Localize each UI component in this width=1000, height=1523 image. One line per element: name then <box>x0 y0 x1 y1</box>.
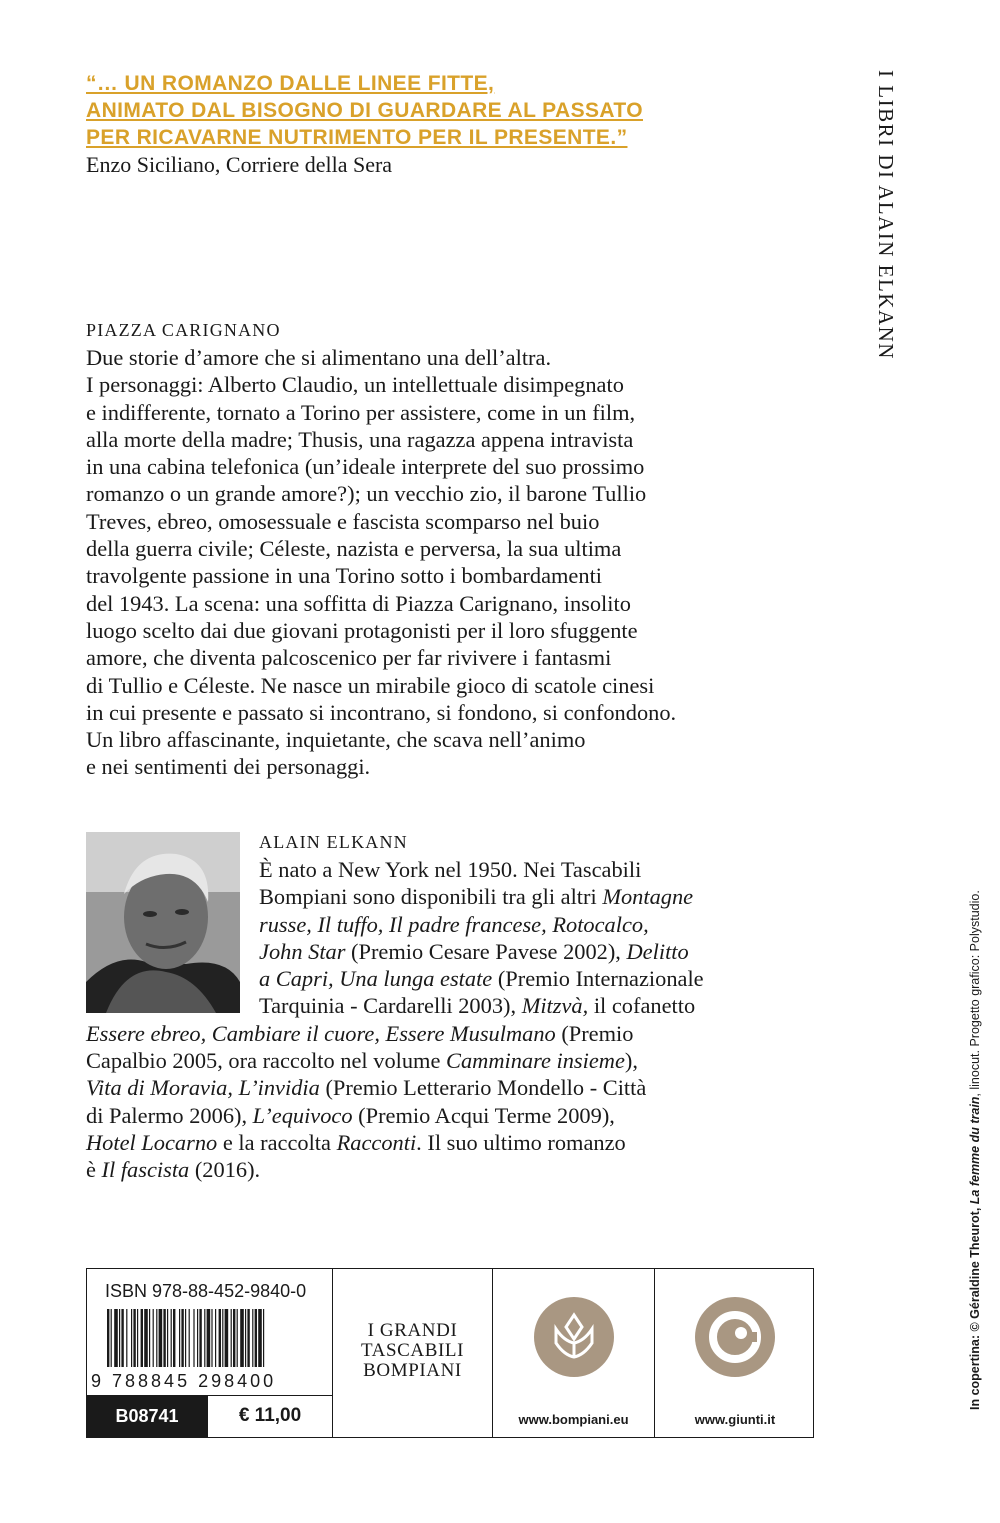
barcode-bar <box>114 1309 118 1367</box>
bio-text: (Premio Internazionale <box>492 966 704 992</box>
barcode-bar <box>111 1309 112 1367</box>
bio-title: Delitto <box>626 938 689 964</box>
book-title: PIAZZA CARIGNANO <box>86 320 281 340</box>
barcode-bar <box>107 1309 109 1367</box>
bio-title: Racconti <box>336 1129 417 1155</box>
synopsis-line: e indifferente, tornato a Torino per assistere, come in un film, <box>86 399 636 425</box>
bio-text: il cofanetto <box>588 993 696 1019</box>
bio-text: (Premio <box>555 1020 634 1046</box>
bio-text: . Il suo ultimo romanzo <box>416 1129 626 1155</box>
synopsis-line: travolgente passione in una Torino sotto i bombardamenti <box>86 563 603 589</box>
spiral-icon <box>695 1297 775 1377</box>
synopsis-line: di Tullio e Céleste. Ne nasce un mirabile gioco di scatole cinesi <box>86 672 655 698</box>
barcode-bar <box>237 1309 238 1367</box>
bio-title: russe, Il tuffo, Il padre francese, Rotocalco, <box>259 911 649 937</box>
barcode-icon <box>91 1309 331 1369</box>
bio-text: (Premio Cesare Pavese 2002), <box>345 938 627 964</box>
synopsis-line: della guerra civile; Céleste, nazista e perversa, la sua ultima <box>86 536 622 562</box>
barcode-bar <box>252 1309 253 1367</box>
giunti-logo-icon <box>695 1297 775 1377</box>
barcode-bar <box>219 1309 221 1367</box>
bio-text: ), <box>624 1048 638 1074</box>
bompiani-logo-icon <box>534 1297 614 1377</box>
bio-title: Mitzvà, <box>521 993 589 1019</box>
barcode-bar <box>240 1309 244 1367</box>
giunti-url[interactable]: www.giunti.it <box>694 1412 776 1427</box>
credits-artwork-title: La femme du train <box>968 1096 982 1205</box>
bio-title: Essere ebreo, Cambiare il cuore, Essere Musulmano <box>86 1020 556 1046</box>
barcode-bar <box>204 1309 205 1367</box>
barcode-bar <box>119 1309 120 1367</box>
barcode-bar <box>189 1309 190 1367</box>
barcode-bar <box>193 1309 194 1367</box>
bio-text: è <box>86 1157 102 1183</box>
barcode-bar <box>258 1309 262 1367</box>
synopsis-line: alla morte della madre; Thusis, una ragazza appena intravista <box>86 426 634 452</box>
quote-line: “… UN ROMANZO DALLE LINEE FITTE, <box>86 72 495 95</box>
bio-title: Il fascista <box>101 1157 190 1183</box>
synopsis-line: romanzo o un grande amore?); un vecchio zio, il barone Tullio <box>86 481 647 507</box>
bio-text: (2016). <box>189 1157 261 1183</box>
barcode-bar <box>163 1309 165 1367</box>
series-cell <box>332 1269 492 1437</box>
bio-text: È nato a New York nel 1950. Nei Tascabili <box>259 857 642 882</box>
barcode-digits: 9 788845 298400 <box>91 1371 277 1391</box>
bio-text: Bompiani sono disponibili tra gli altri <box>259 884 603 910</box>
synopsis-line: luogo scelto dai due giovani protagonisti per il loro sfuggente <box>86 617 638 643</box>
series-line: TASCABILI <box>360 1340 465 1361</box>
barcode-bar <box>215 1309 216 1367</box>
barcode-bar <box>141 1309 143 1367</box>
flower-icon <box>534 1297 614 1377</box>
bio-line <box>86 1047 806 1074</box>
bio-title: Montagne <box>602 884 694 910</box>
barcode-bar <box>137 1309 138 1367</box>
synopsis-line: I personaggi: Alberto Claudio, un intellettuale disimpegnato <box>86 372 624 398</box>
barcode-bar <box>153 1309 154 1367</box>
barcode-bar <box>171 1309 172 1367</box>
giunti-cell <box>654 1269 815 1437</box>
bio-text: e la raccolta <box>217 1129 337 1155</box>
barcode-bar <box>149 1309 150 1367</box>
barcode-bar <box>181 1309 183 1367</box>
bio-line <box>86 1156 806 1183</box>
bompiani-cell <box>492 1269 654 1437</box>
bio-title: Camminare insieme <box>446 1048 625 1074</box>
barcode-bar <box>231 1309 232 1367</box>
barcode-bar <box>159 1309 163 1367</box>
barcode-bar <box>121 1309 123 1367</box>
synopsis-line: amore, che diventa palcoscenico per far rivivere i fantasmi <box>86 645 612 671</box>
barcode-bar <box>222 1309 223 1367</box>
bio-text: Capalbio 2005, ora raccolto nel volume <box>86 1048 447 1074</box>
barcode-bar <box>126 1309 127 1367</box>
isbn-label: ISBN 978-88-452-9840-0 <box>105 1281 307 1301</box>
barcode-bar <box>247 1309 249 1367</box>
series-name <box>333 1321 492 1381</box>
bio-text: Tarquinia - Cardarelli 2003), <box>259 993 522 1019</box>
bio-title: John Star <box>259 938 346 964</box>
series-line: I GRANDI <box>367 1320 458 1341</box>
bio-line <box>86 1074 806 1101</box>
author-bio <box>86 856 806 1184</box>
series-spine-text: I LIBRI DI ALAIN ELKANN <box>874 70 898 360</box>
product-code: B08741 <box>87 1395 207 1437</box>
bio-text: (Premio Acqui Terme 2009), <box>352 1102 615 1128</box>
synopsis-line: del 1943. La scena: una soffitta di Piazza Carignano, insolito <box>86 590 631 616</box>
synopsis-line: Un libro affascinante, inquietante, che scava nell’animo <box>86 727 586 753</box>
bompiani-url[interactable]: www.bompiani.eu <box>518 1412 629 1427</box>
barcode-bar <box>173 1309 175 1367</box>
barcode-bar <box>225 1309 229 1367</box>
synopsis-line: e nei sentimenti dei personaggi. <box>86 754 371 780</box>
barcode-panel <box>86 1268 814 1438</box>
bio-line <box>86 1020 806 1047</box>
barcode-bar <box>207 1309 211 1367</box>
synopsis-line: Due storie d’amore che si alimentano una dell’altra. <box>86 345 552 370</box>
barcode-bar <box>179 1309 180 1367</box>
bio-title: a Capri, Una lunga estate <box>259 966 493 992</box>
barcode-bar <box>167 1309 168 1367</box>
bio-text: di Palermo 2006), <box>86 1102 253 1128</box>
bio-line <box>86 1102 806 1129</box>
barcode-bar <box>131 1309 132 1367</box>
bio-text: (Premio Letterario Mondello - Città <box>319 1075 647 1101</box>
bio-line <box>86 883 806 910</box>
barcode-bar <box>263 1309 264 1367</box>
bio-title: L’equivoco <box>252 1102 353 1128</box>
barcode-bar <box>245 1309 246 1367</box>
bio-line <box>86 965 806 992</box>
quote-line: ANIMATO DAL BISOGNO DI GUARDARE AL PASSATO <box>86 99 643 122</box>
barcode-bar <box>197 1309 198 1367</box>
synopsis-line: in una cabina telefonica (un’ideale interprete del suo prossimo <box>86 454 645 480</box>
barcode-bar <box>185 1309 186 1367</box>
bio-line <box>86 856 806 883</box>
credits-text: , linocut. Progetto grafico: Polystudio. <box>968 890 982 1097</box>
quote-source: Enzo Siciliano, Corriere della Sera <box>86 152 393 177</box>
bio-title: Vita di Moravia, L’invidia <box>86 1075 320 1101</box>
synopsis-line: in cui presente e passato si incontrano, si fondono, si confondono. <box>86 699 677 725</box>
barcode-bar <box>233 1309 235 1367</box>
code-price-row <box>87 1395 332 1437</box>
price-label: € 11,00 <box>207 1395 332 1437</box>
barcode-bar <box>156 1309 157 1367</box>
quote-line: PER RICAVARNE NUTRIMENTO PER IL PRESENTE.” <box>86 126 628 149</box>
bio-line <box>86 938 806 965</box>
cover-credits <box>968 890 982 1410</box>
barcode-bar <box>144 1309 148 1367</box>
synopsis-text <box>86 344 786 781</box>
author-name: ALAIN ELKANN <box>259 832 408 852</box>
barcode-bar <box>211 1309 212 1367</box>
credits-text: In copertina: © Géraldine Theurot, <box>968 1204 982 1410</box>
bio-line <box>86 911 806 938</box>
barcode-bar <box>199 1309 201 1367</box>
bio-line <box>86 1129 806 1156</box>
bio-line <box>86 992 806 1019</box>
synopsis-line: Treves, ebreo, omosessuale e fascista scomparso nel buio <box>86 508 600 534</box>
barcode-bar <box>255 1309 257 1367</box>
press-quote <box>86 70 706 151</box>
series-line: BOMPIANI <box>363 1360 462 1381</box>
barcode-bar <box>133 1309 135 1367</box>
bio-title: Hotel Locarno <box>86 1129 218 1155</box>
